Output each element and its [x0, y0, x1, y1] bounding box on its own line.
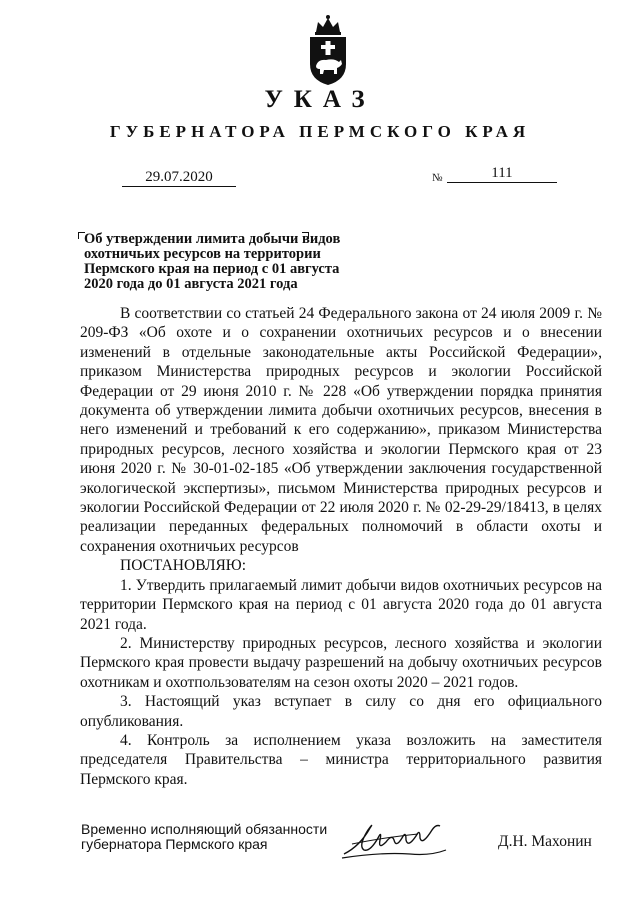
signatory-position-line: губернатора Пермского края: [81, 836, 268, 852]
document-date: 29.07.2020: [122, 168, 236, 187]
signatory-position: [81, 822, 327, 852]
number-label: №: [432, 172, 443, 184]
coat-of-arms-icon: [302, 14, 354, 86]
decree-item-3: 3. Настоящий указ вступает в силу со дня его официального опубликования.: [80, 693, 602, 730]
decree-word: ПОСТАНОВЛЯЮ:: [120, 557, 247, 575]
document-subject: [84, 232, 374, 292]
document-title: УКАЗ: [264, 86, 376, 113]
issuer-title: ГУБЕРНАТОРА ПЕРМСКОГО КРАЯ: [109, 122, 531, 141]
subject-line: Пермского края на период с 01 августа: [84, 261, 340, 277]
decree-item-1: 1. Утвердить прилагаемый лимит добычи видов охотничьих ресурсов на территории Пермского края на период с 01 августа 2020 года до 01 августа 2021 года.: [80, 576, 602, 633]
subject-line: охотничьих ресурсов на территории: [84, 246, 321, 262]
document-body: [80, 304, 602, 789]
signatory-name: Д.Н. Махонин: [498, 833, 592, 850]
document-number: 111: [447, 164, 557, 183]
subject-line: Об утверждении лимита добычи видов: [84, 231, 341, 247]
subject-line: 2020 года до 01 августа 2021 года: [84, 276, 298, 292]
decree-item-2: 2. Министерству природных ресурсов, лесного хозяйства и экологии Пермского края провести выдачу разрешений на добычу охотничьих ресурсов охотникам и охотпользователям на сезон охоты 2020 – 2021 годов.: [80, 634, 602, 691]
handwritten-signature: [340, 816, 450, 862]
signatory-position-line: Временно исполняющий обязанности: [81, 821, 328, 837]
decree-item-4: 4. Контроль за исполнением указа возложить на заместителя председателя Правительства – министра территориального развития Пермского края.: [80, 731, 602, 788]
preamble-paragraph: В соответствии со статьей 24 Федерального закона от 24 июля 2009 г. № 209-ФЗ «Об охоте и о сохранении охотничьих ресурсов и о внесении изменений в отдельные законодательные акты Российской Федерации», приказом Министерства природных ресурсов и экологии Российской Федерации от 29 июня 2010 г. № 228 «Об утверждении порядка принятия документа об утверждении лимита добычи охотничьих ресурсов, внесения в него изменений и требований к его содержанию», приказом Министерства природных ресурсов, лесного хозяйства и экологии Пермского края от 23 июня 2020 г. № 30-01-02-185 «Об утверждении заключения государственной экологической экспертизы», письмом Министерства природных ресурсов и экологии Российской Федерации от 22 июля 2020 г. № 02-29-29/18413, в целях реализации переданных федеральных полномочий в области охоты и сохранения охотничьих ресурсов: [80, 305, 602, 555]
